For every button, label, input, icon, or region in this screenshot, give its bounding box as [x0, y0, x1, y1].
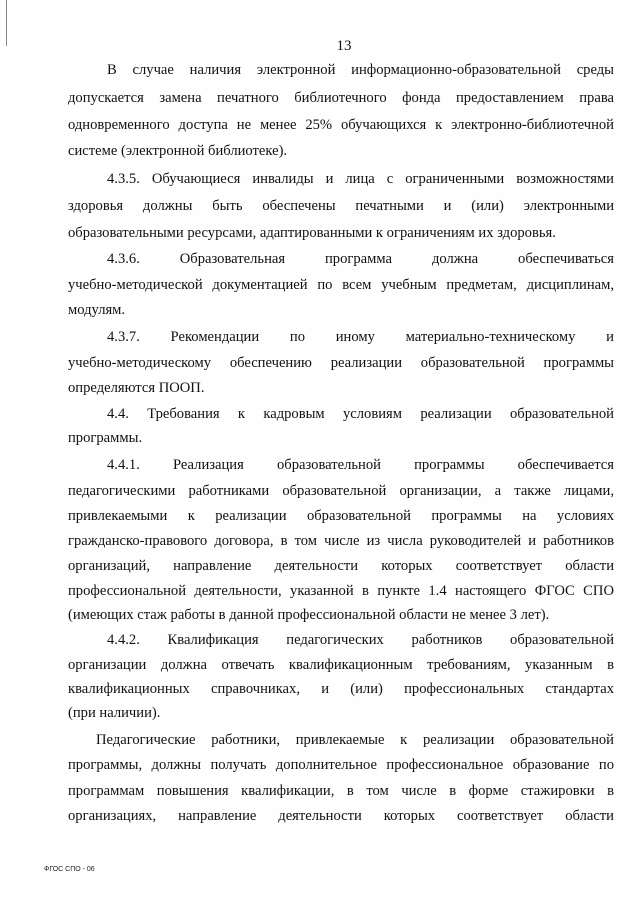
- text-line: допускается замена печатного библиотечного фонда предоставлением права: [68, 90, 614, 106]
- text-line: (при наличии).: [68, 705, 161, 721]
- text-line: 4.4. Требования к кадровым условиям реализации образовательной: [107, 406, 614, 422]
- text-line: 4.4.2. Квалификация педагогических работников образовательной: [107, 632, 614, 648]
- text-line: привлекаемыми к реализации образовательной программы на условиях: [68, 508, 614, 524]
- text-line: здоровья должны быть обеспечены печатными и (или) электронными: [68, 198, 614, 214]
- text-line: программы, должны получать дополнительное профессиональное образование по: [68, 757, 614, 773]
- text-line: определяются ПООП.: [68, 380, 205, 396]
- text-line: 4.4.1. Реализация образовательной программы обеспечивается: [107, 457, 614, 473]
- text-line: квалификационных справочниках, и (или) профессиональных стандартах: [68, 681, 614, 697]
- text-line: В случае наличия электронной информационно-образовательной среды: [107, 62, 614, 78]
- text-line: профессиональной деятельности, указанной в пункте 1.4 настоящего ФГОС СПО: [68, 583, 614, 599]
- text-line: одновременного доступа не менее 25% обучающихся к электронно-библиотечной: [68, 117, 614, 133]
- footer-code: ФГОС СПО - 06: [44, 866, 95, 873]
- text-line: организаций, направление деятельности которых соответствует области: [68, 558, 614, 574]
- text-line: гражданско-правового договора, в том числе из числа руководителей и работников: [68, 533, 614, 549]
- text-line: 4.3.5. Обучающиеся инвалиды и лица с ограниченными возможностями: [107, 171, 614, 187]
- text-line: образовательными ресурсами, адаптированными к ограничениям их здоровья.: [68, 225, 556, 241]
- page-number: 13: [336, 38, 352, 54]
- text-line: 4.3.6. Образовательная программа должна обеспечиваться: [107, 251, 614, 267]
- text-line: Педагогические работники, привлекаемые к реализации образовательной: [96, 732, 614, 748]
- text-line: модулям.: [68, 302, 126, 318]
- text-line: педагогическими работниками образовательной организации, а также лицами,: [68, 483, 614, 499]
- text-line: учебно-методическому обеспечению реализации образовательной программы: [68, 355, 614, 371]
- text-line: системе (электронной библиотеке).: [68, 143, 288, 159]
- text-line: организациях, направление деятельности которых соответствует области: [68, 808, 614, 824]
- text-line: организации должна отвечать квалификационным требованиям, указанным в: [68, 657, 614, 673]
- text-line: (имеющих стаж работы в данной профессиональной области не менее 3 лет).: [68, 607, 550, 623]
- text-line: 4.3.7. Рекомендации по иному материально-техническому и: [107, 329, 614, 345]
- text-line: программам повышения квалификации, в том числе в форме стажировки в: [68, 783, 614, 799]
- text-line: учебно-методической документацией по всем учебным предметам, дисциплинам,: [68, 277, 614, 293]
- text-line: программы.: [68, 430, 143, 446]
